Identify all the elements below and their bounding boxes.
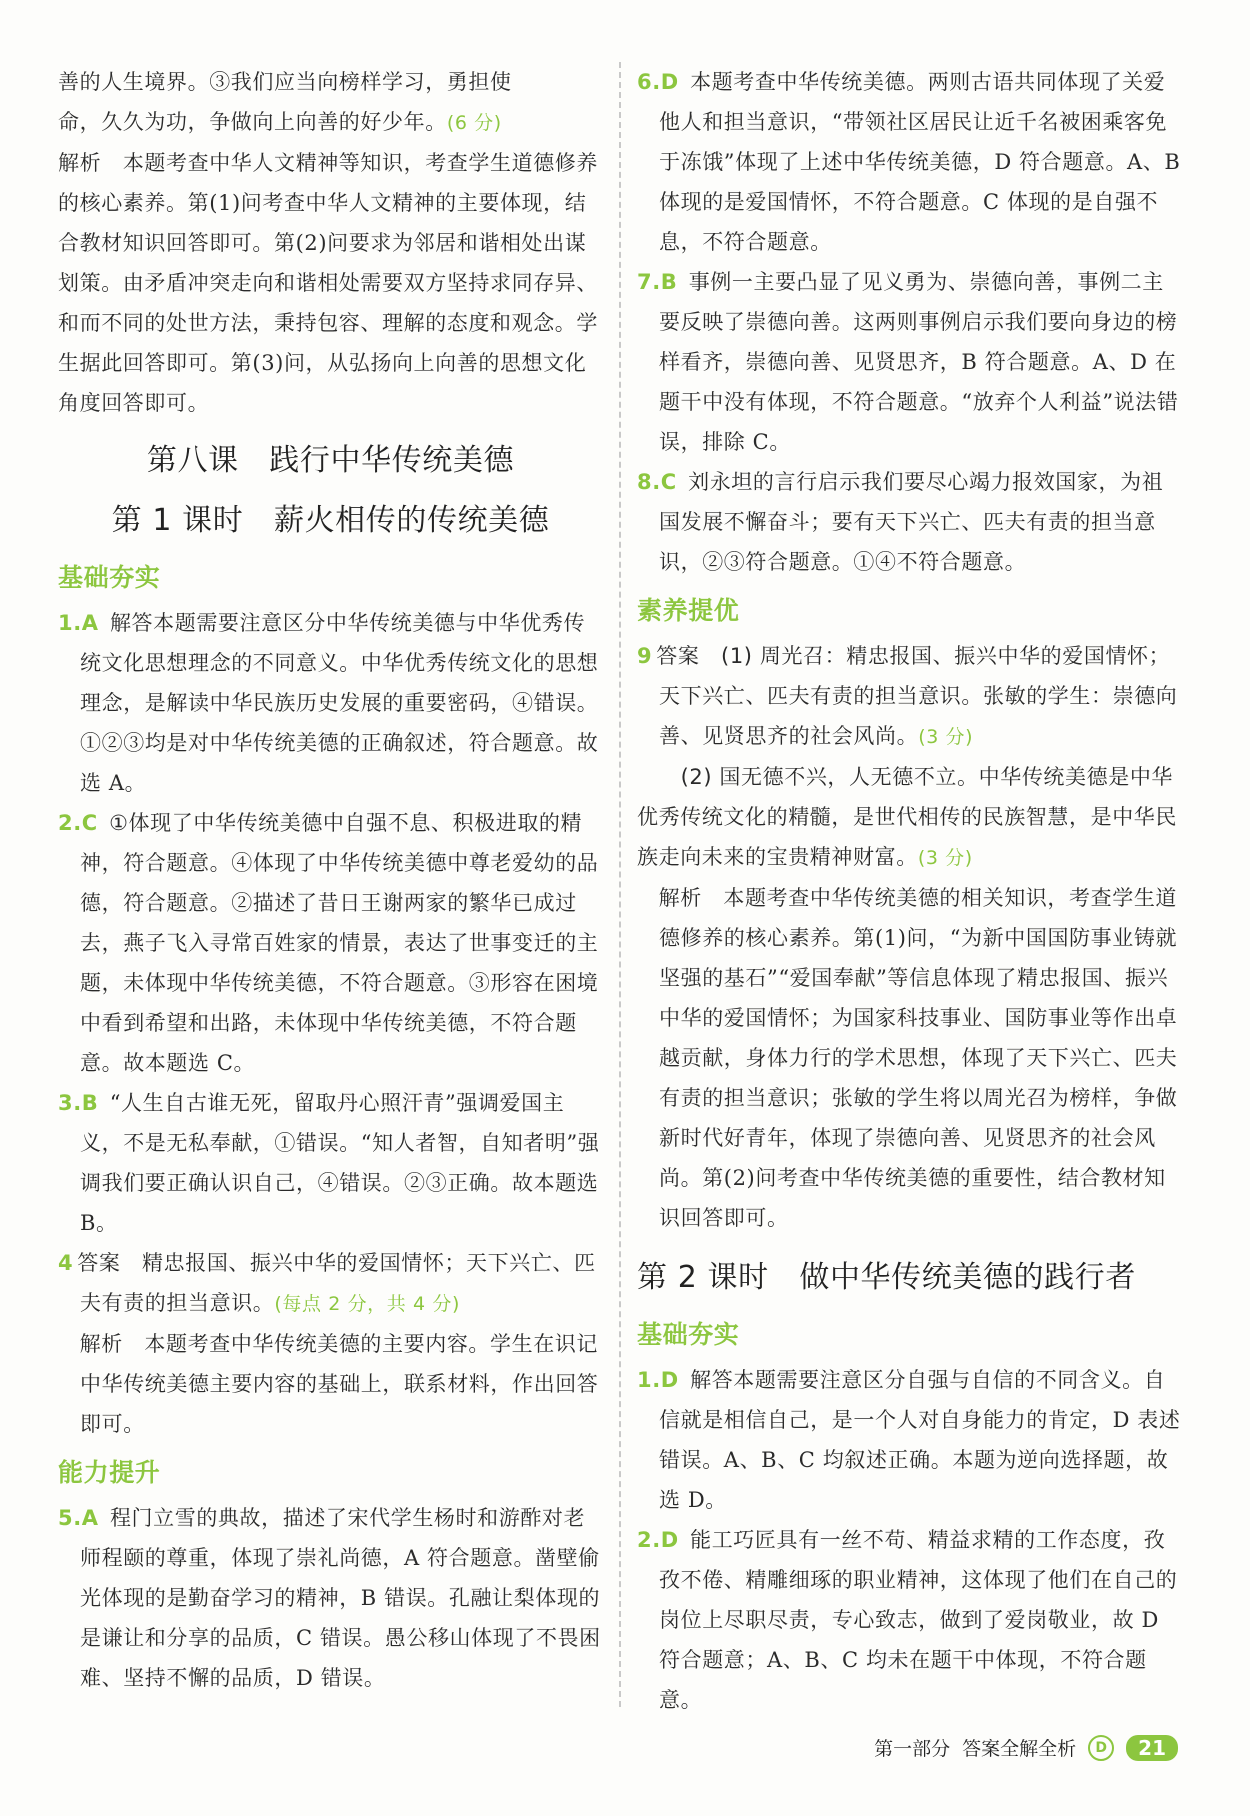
section-heading: 基础夯实 — [637, 1320, 740, 1349]
paragraph: 命，久久为功，争做向上向善的好少年。(6 分) — [58, 110, 502, 134]
analysis: 解析 本题考查中华人文精神等知识，考查学生道德修养的核心素养。第(1)问考查中华人文精神的主要体现，结合教材知识回答即可。第(2)问要求为邻居和谐相处出谋划策。由矛盾冲突走向和谐相处需要双方坚持求同存异、和而不同的处世方法，秉持包容、理解的态度和观念。学生据此回答即可。第(3)问，从弘扬向上向善的思想文化角度回答即可。 — [58, 151, 599, 415]
answer-number: 9 — [637, 644, 653, 668]
analysis: 解析 本题考查中华传统美德的相关知识，考查学生道德修养的核心素养。第(1)问，“为新中国国防事业铸就坚强的基石”“爱国奉献”等信息体现了精忠报国、振兴中华的爱国情怀；为国家科技事业、国防事业等作出卓越贡献，身体力行的学术思想，体现了天下兴亡、匹夫有责的担当意识；张敏的学生将以周光召为榜样，争做新时代好青年，体现了崇德向善、见贤思齐的社会风尚。第(2)问考查中华传统美德的重要性，结合教材知识回答即可。 — [658, 886, 1178, 1230]
answer-number: 2.C — [58, 811, 98, 835]
column-divider — [619, 62, 621, 1707]
answer-item: 2.C ①体现了中华传统美德中自强不息、积极进取的精神，符合题意。④体现了中华传统美德中尊老爱幼的品德，符合题意。②描述了昔日王谢两家的繁华已成过去，燕子飞入寻常百姓家的情景，表达了世事变迁的主题，未体现中华传统美德，不符合题意。③形容在困境中看到希望和出路，未体现中华传统美德，不符合题意。故本题选 C。 — [58, 811, 599, 1075]
footer-section: 答案全解全析 — [962, 1738, 1077, 1760]
answer-item: 8.C 刘永坦的言行启示我们要尽心竭力报效国家，为祖国发展不懈奋斗；要有天下兴亡、匹夫有责的担当意识，②③符合题意。①④不符合题意。 — [637, 470, 1164, 574]
answer-item: 1.D 解答本题需要注意区分自强与自信的不同含义。自信就是相信自己，是一个人对自身能力的肯定，D 表述错误。A、B、C 均叙述正确。本题为逆向选择题，故选 D。 — [637, 1368, 1181, 1512]
answer-number: 2.D — [637, 1528, 679, 1552]
answer-item: 3.B “人生自古谁无死，留取丹心照汗青”强调爱国主义，不是无私奉献，①错误。“知人者智，自知者明”强调我们要正确认识自己，④错误。②③正确。故本题选 B。 — [58, 1091, 600, 1235]
answer-item: 6.D 本题考查中华传统美德。两则古语共同体现了关爱他人和担当意识，“带领社区居民让近千名被困乘客免于冻饿”体现了上述中华传统美德，D 符合题意。A、B 体现的是爱国情怀，不符合题意。C 体现的是自强不息，不符合题意。 — [637, 70, 1181, 254]
section-heading: 基础夯实 — [58, 563, 161, 592]
answer-number: 5.A — [58, 1506, 99, 1530]
answer-item: 2.D 能工巧匠具有一丝不苟、精益求精的工作态度，孜孜不倦、精雕细琢的职业精神，这体现了他们在自己的岗位上尽职尽责，专心致志，做到了爱岗敬业，故 D 符合题意；A、B、C 均未在题干中体现，不符合题意。 — [637, 1528, 1178, 1712]
answer-item: 5.A 程门立雪的典故，描述了宋代学生杨时和游酢对老师程颐的尊重，体现了崇礼尚德，A 符合题意。凿壁偷光体现的是勤奋学习的精神，B 错误。孔融让梨体现的是谦让和分享的品质，C 错误。愚公移山体现了不畏困难、坚持不懈的品质，D 错误。 — [58, 1506, 601, 1690]
score: (3 分) — [918, 726, 974, 748]
answer-item: 4 答案 精忠报国、振兴中华的爱国情怀；天下兴亡、匹夫有责的担当意识。(每点 2 分，共 4 分) — [58, 1251, 596, 1315]
answer-item: 9 答案 (1) 周光召：精忠报国、振兴中华的爱国情怀；天下兴亡、匹夫有责的担当意识。张敏的学生：崇德向善、见贤思齐的社会风尚。(3 分) — [637, 644, 1178, 748]
section-heading: 能力提升 — [58, 1458, 161, 1487]
brand-badge-icon: D — [1088, 1735, 1114, 1761]
answer-number: 8.C — [637, 470, 677, 494]
answer-number: 1.D — [637, 1368, 679, 1392]
period-title: 第 2 课时 做中华传统美德的践行者 — [637, 1260, 1136, 1295]
page-footer — [874, 1734, 1178, 1761]
paragraph: 善的人生境界。③我们应当向榜样学习，勇担使 — [58, 70, 512, 94]
analysis: 解析 本题考查中华传统美德的主要内容。学生在识记中华传统美德主要内容的基础上，联系材料，作出回答即可。 — [79, 1332, 599, 1436]
score: (每点 2 分，共 4 分) — [274, 1293, 460, 1315]
answer-number: 4 — [58, 1251, 74, 1275]
right-column — [637, 62, 1182, 1720]
answer-number: 1.A — [58, 611, 99, 635]
answer-number: 7.B — [637, 270, 678, 294]
section-heading: 素养提优 — [637, 596, 740, 625]
answer-number: 3.B — [58, 1091, 99, 1115]
score: (3 分) — [917, 847, 973, 869]
page-number: 21 — [1126, 1735, 1178, 1761]
answer-item: 7.B 事例一主要凸显了见义勇为、崇德向善，事例二主要反映了崇德向善。这两则事例启示我们要向身边的榜样看齐，崇德向善、见贤思齐，B 符合题意。A、D 在题干中没有体现，不符合题意。“放弃个人利益”说法错误，排除 C。 — [637, 270, 1179, 454]
left-column — [58, 62, 603, 1698]
answer-number: 6.D — [637, 70, 679, 94]
period-title: 第 1 课时 薪火相传的传统美德 — [111, 503, 550, 538]
lesson-title: 第八课 践行中华传统美德 — [146, 443, 515, 478]
score: (6 分) — [446, 112, 502, 134]
answer-item: (2) 国无德不兴，人无德不立。中华传统美德是中华优秀传统文化的精髓，是世代相传的民族智慧，是中华民族走向未来的宝贵精神财富。(3 分) — [637, 765, 1177, 869]
footer-part: 第一部分 — [874, 1738, 951, 1760]
answer-item: 1.A 解答本题需要注意区分中华传统美德与中华优秀传统文化思想理念的不同意义。中华优秀传统文化的思想理念，是解读中华民族历史发展的重要密码，④错误。①②③均是对中华传统美德的正确叙述，符合题意。故选 A。 — [58, 611, 599, 795]
analysis-label: 解析 — [58, 151, 102, 175]
